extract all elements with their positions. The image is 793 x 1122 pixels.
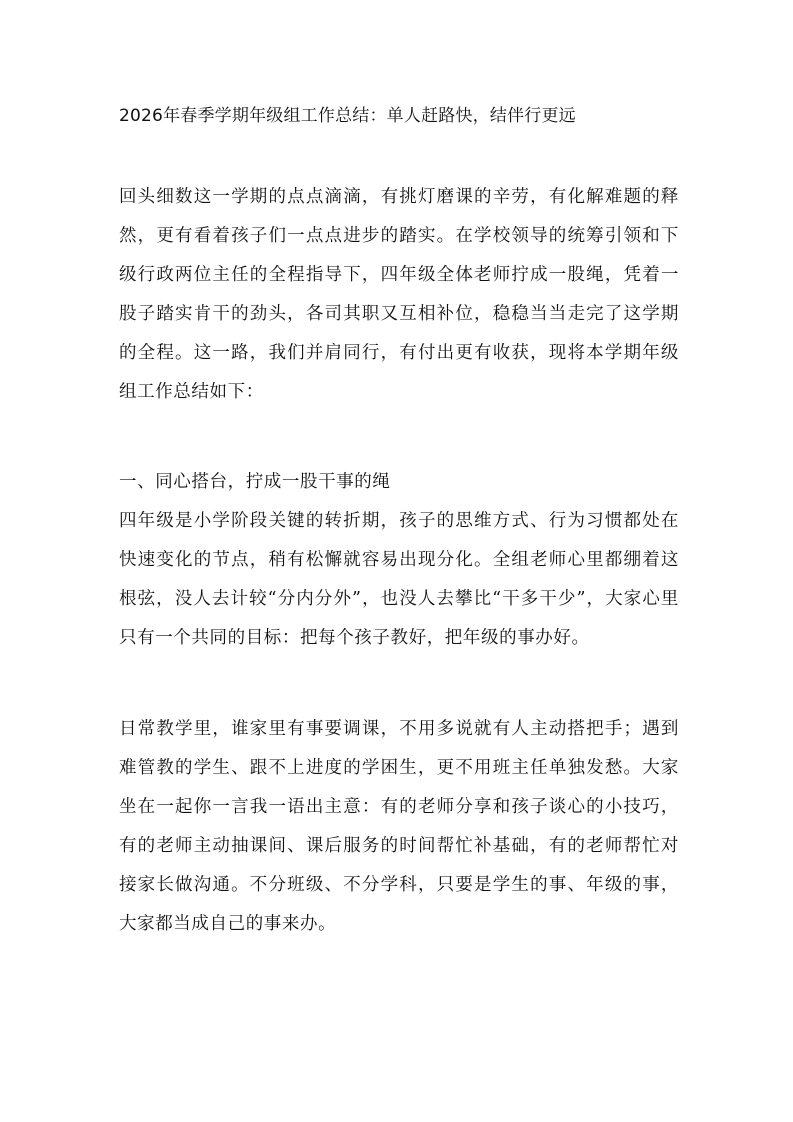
- document-body: [119, 102, 679, 944]
- document-title: 2026年春季学期年级组工作总结：单人赶路快，结伴行更远: [119, 106, 576, 126]
- section-heading: 一、同心搭台，拧成一股干事的绳: [119, 472, 391, 492]
- intro-paragraph: 回头细数这一学期的点点滴滴，有挑灯磨课的辛劳，有化解难题的释然，更有看着孩子们一点点进步的踏实。在学校领导的统筹引领和下级行政两位主任的全程指导下，四年级全体老师拧成一股绳，凭着一股子踏实肯干的劲头，各司其职又互相补位，稳稳当当走完了这学期的全程。这一路，我们并肩同行，有付出更有收获，现将本学期年级组工作总结如下：: [119, 187, 679, 402]
- section-paragraph-1: 四年级是小学阶段关键的转折期，孩子的思维方式、行为习惯都处在快速变化的节点，稍有松懈就容易出现分化。全组老师心里都绷着这根弦，没人去计较“分内分外”，也没人去攀比“干多干少”，大家心里只有一个共同的目标：把每个孩子教好，把年级的事办好。: [119, 511, 679, 648]
- section-paragraph-2: 日常教学里，谁家里有事要调课，不用多说就有人主动搭把手；遇到难管教的学生、跟不上进度的学困生，更不用班主任单独发愁。大家坐在一起你一言我一语出主意：有的老师分享和孩子谈心的小技巧，有的老师主动抽课间、课后服务的时间帮忙补基础，有的老师帮忙对接家长做沟通。不分班级、不分学科，只要是学生的事、年级的事，大家都当成自己的事来办。: [119, 719, 679, 934]
